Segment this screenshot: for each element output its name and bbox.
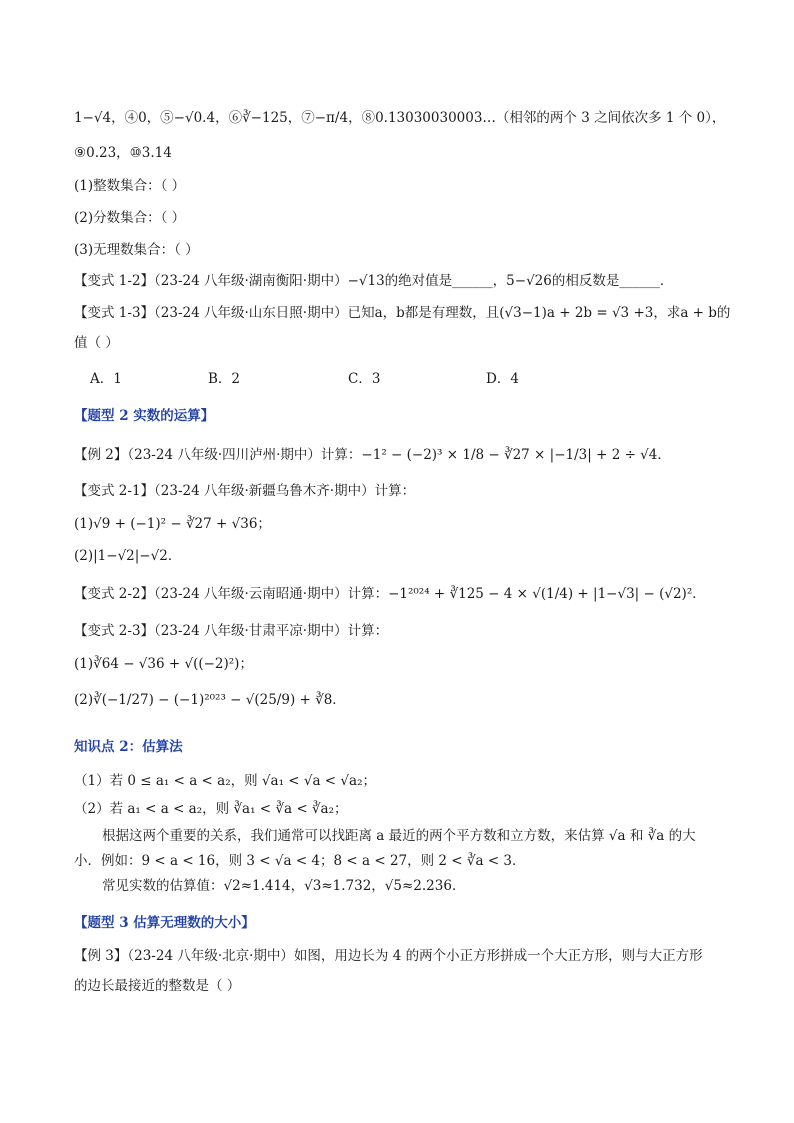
- fraction-set-prompt: (2)分数集合：（ ）: [74, 210, 186, 226]
- choice-c: C．3: [348, 371, 381, 387]
- variant-2-1: 【变式 2-1】（23-24 八年级·新疆乌鲁木齐·期中）计算：: [74, 483, 416, 499]
- variant-1-3-line-1: 【变式 1-3】（23-24 八年级·山东日照·期中）已知a，b都是有理数，且(√3−1)a + 2b = √3 +3，求a + b的: [74, 305, 731, 321]
- estimation-explanation-line-2: 小．例如：9 < a < 16，则 3 < √a < 4；8 < a < 27，则 2 < ∛a < 3．: [74, 853, 526, 869]
- variant-2-1-part-2: (2)|1−√2|−√2．: [74, 548, 182, 564]
- option-list-line-2: ⑨0.23，⑩3.14: [74, 145, 172, 161]
- section-heading-type-2: 【题型 2 实数的运算】: [74, 408, 215, 424]
- example-3-line-2: 的边长最接近的整数是（ ）: [74, 978, 241, 994]
- variant-2-1-part-1: (1)√9 + (−1)² − ∛27 + √36；: [74, 516, 271, 532]
- estimation-explanation-line-1: 根据这两个重要的关系，我们通常可以找距离 a 最近的两个平方数和立方数，来估算 √a 和 ∛a 的大: [102, 828, 696, 844]
- integer-set-prompt: (1)整数集合：（ ）: [74, 178, 186, 194]
- choice-a: A．1: [90, 371, 122, 387]
- irrational-set-prompt: (3)无理数集合：（ ）: [74, 242, 199, 258]
- variant-1-3-line-2: 值（ ）: [74, 335, 119, 351]
- common-estimates: 常见实数的估算值：√2≈1.414，√3≈1.732，√5≈2.236．: [102, 878, 466, 894]
- variant-2-3-part-2: (2)∛(−1/27) − (−1)²⁰²³ − √(25/9) + ∛8．: [74, 692, 346, 708]
- example-3-line-1: 【例 3】（23-24 八年级·北京·期中）如图，用边长为 4 的两个小正方形拼成一个大正方形，则与大正方形: [74, 948, 703, 964]
- option-list-line-1: 1−√4，④0，⑤−√0.4，⑥∛−125，⑦−π/4，⑧0.13030030003…（相邻的两个 3 之间依次多 1 个 0），: [74, 110, 726, 126]
- choice-d: D．4: [486, 371, 519, 387]
- variant-1-2: 【变式 1-2】（23-24 八年级·湖南衡阳·期中）−√13的绝对值是______，5−√26的相反数是______．: [74, 273, 674, 289]
- variant-2-2: 【变式 2-2】（23-24 八年级·云南昭通·期中）计算：−1²⁰²⁴ + ∛125 − 4 × √(1/4) + |1−√3| − (√2)²．: [74, 586, 706, 602]
- knowledge-point-2-heading: 知识点 2：估算法: [74, 739, 183, 755]
- answer-choices: [90, 367, 734, 387]
- variant-2-3-part-1: (1)∛64 − √36 + √((−2)²)；: [74, 656, 253, 672]
- estimation-rule-1: （1）若 0 ≤ a₁ < a < a₂，则 √a₁ < √a < √a₂；: [74, 773, 376, 789]
- estimation-rule-2: （2）若 a₁ < a < a₂，则 ∛a₁ < ∛a < ∛a₂；: [74, 801, 348, 817]
- choice-b: B．2: [208, 371, 241, 387]
- variant-2-3: 【变式 2-3】（23-24 八年级·甘肃平凉·期中）计算：: [74, 623, 389, 639]
- section-heading-type-3: 【题型 3 估算无理数的大小】: [74, 915, 255, 931]
- example-2: 【例 2】（23-24 八年级·四川泸州·期中）计算：−1² − (−2)³ × 1/8 − ∛27 × |−1/3| + 2 ÷ √4．: [74, 447, 671, 463]
